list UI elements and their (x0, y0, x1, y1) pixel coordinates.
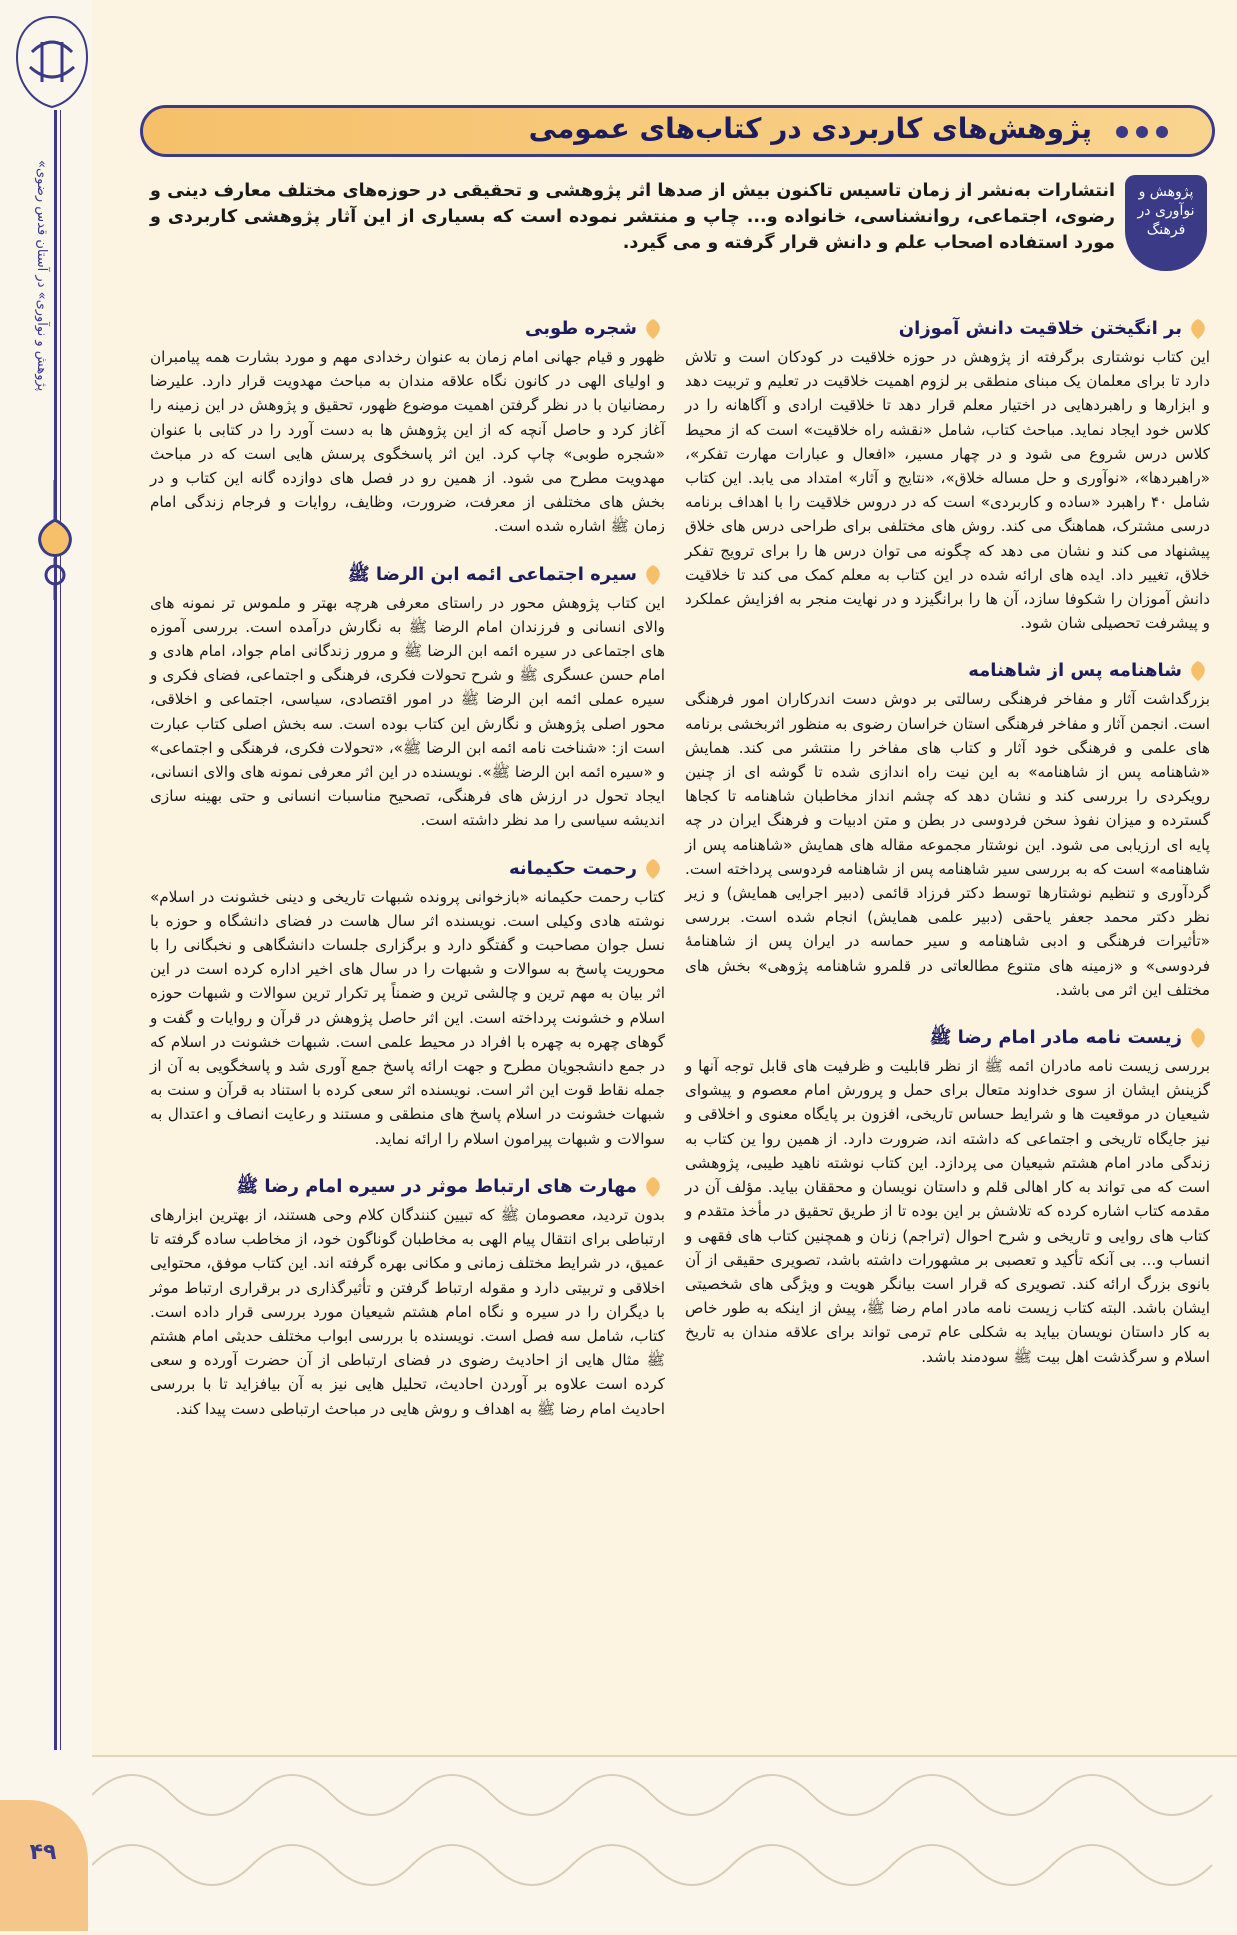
arabesque-pattern-icon (92, 1755, 1237, 1931)
article-body: بررسی زیست نامه مادران ائمه ﷺ از نظر قابلیت و ظرفیت های قابل توجه آنها و گزینش ایشان از سوی خداوند متعال برای حمل و پرورش امام معصوم و پیشوای شیعیان در موقعیت ها و شرایط حساس تاریخی، افزون بر پایگاه معنوی و اخلاقی و نیز جایگاه تاریخی و اجتماعی که داشته اند، ضرورت دارد. از همین روا ین کتاب به زندگی مادر امام هشتم شیعیان می پردازد. این کتاب نوشته ناهید طیبی، پژوهشی است که می تواند به کار اهالی قلم و داستان نویسان و محققان بیاید. مؤلف آن در مقدمه کتاب اشاره کرده که تلاشش بر این بوده تا از طریق تحقیق در مأخذ متقدم و کتاب های روایی و تاریخی و شرح احوال (تراجم) زنان و همچنین کتاب های فقهی و انساب و... بی آنکه تأکید و تعصبی بر مشهورات داشته باشد، تصویری حقیقی از آن بانوی بزرگ ارائه کند. تصویری که قرار است بیانگر هویت و ویژگی های شخصیتی ایشان باشد. البته کتاب زیست نامه مادر امام رضا ﷺ، پیش از اینکه به طور خاص به کار داستان نویسان بیاید به شکلی عام ترمی تواند برای علاقه مندان به تاریخ اسلام و سرگذشت اهل بیت ﷺ سودمند باشد. (685, 1057, 1210, 1366)
article-body: این کتاب پژوهش محور در راستای معرفی هرچه بهتر و ملموس تر نمونه های والای انسانی و فرزندان امام الرضا ﷺ به نگارش درآمده است. بررسی آموزه های اجتماعی در سیره ائمه ابن الرضا ﷺ و مرور زندگانی امام جواد، امام هادی و امام حسن عسگری ﷺ و شرح تحولات فکری، فرهنگی و اجتماعی، فضای فکری و سیره عملی ائمه ابن الرضا ﷺ در امور اقتصادی، سیاسی، اجتماعی و اخلاقی، محور اصلی پژوهش و نگارش این کتاب بوده است. سه بخش اصلی کتاب عبارت است از: «شناخت نامه ائمه ابن الرضا ﷺ»، «تحولات فکری، فرهنگی و اجتماعی» و «سیره ائمه ابن الرضا ﷺ». نویسنده در این اثر معرفی نمونه های والای انسانی، ایجاد تحول در ارزش های فرهنگی، تصحیح مناسبات انسانی و حتی بهینه سازی اندیشه سیاسی را مد نظر داشته است. (150, 593, 665, 830)
article-block (150, 561, 665, 833)
article-body: بزرگداشت آثار و مفاخر فرهنگی رسالتی بر دوش دست اندرکاران امور فرهنگی است. انجمن آثار و مفاخر فرهنگی استان خراسان رضوی به منظور اثربخشی برنامه های علمی و فرهنگی خود آثار و کتاب های مفاخر را منتشر می کند. همایش «شاهنامه پس از شاهنامه» به این نیت راه اندازی شده تا گوشه ای از چنین رویکردی را بررسی کند و نشان دهد که چشم انداز مخاطبان شاهنامه تا کجاها گسترده و میزان نفوذ سخن فردوسی در بطن و متن ادبیات و فرهنگ ایران در چه پایه ای ارزیابی می شود. این نوشتار مجموعه مقاله های همایش «شاهنامه پس از شاهنامه» است که به بررسی سیر شاهنامه پس از شاهنامه فردوسی پرداخته است. گردآوری و تنظیم نوشتارها توسط دکتر فرزاد قائمی (دبیر اجرایی همایش) و زیر نظر دکتر محمد جعفر یاحقی (دبیر علمی همایش) انجام شده است. بررسی «تأثیرات فرهنگی و ادبی شاهنامه و سیر حماسه در ایران پس از شاهنامهٔ فردوسی» و «زمینه های متنوع مطالعاتی در قلمرو شاهنامه پژوهی» بخش های مختلف این اثر می باشد. (685, 690, 1210, 999)
article-heading-text: شجره طوبی (525, 318, 637, 339)
article-body: کتاب رحمت حکیمانه «بازخوانی پرونده شبهات تاریخی و دینی خشونت در اسلام» نوشته هادی وکیلی است. نویسنده اثر سال هاست در فضای دانشگاه و حوزه با نسل جوان مصاحبت و گفتگو دارد و برگزاری جلسات دانشگاهی و نخبگانی را با محوریت پاسخ به سوالات و شبهات را در سال های اخیر اداره کرده است در این اثر بیان به مهم ترین و چالشی ترین و ضمناً پر تکرار ترین سوالات و شبهات حوزه اسلام و خشونت پرداخته است. این اثر حاصل پژوهش در قرآن و روایات و گفت و گوهای چهره به چهره با افراد در محیط علمی است. شبهات خشونت در اسلام که در جمع دانشجویان مطرح و جهت ارائه پاسخ جمع آوری شد و پاسخگویی به آن از جمله نقاط قوت این اثر است. نویسنده اثر سعی کرده با استناد به قرآن و سنت به شبهات خشونت در اسلام پاسخ های منطقی و مستند و رعایت انصاف و اعتدال به سوالات و شبهات پیرامون اسلام را ارائه نماید. (150, 887, 665, 1148)
article-heading (150, 1173, 665, 1201)
article-heading (150, 561, 665, 589)
magazine-logo-icon (12, 12, 92, 112)
article-block (685, 657, 1210, 1002)
article-block (150, 1173, 665, 1421)
article-body: بدون تردید، معصومان ﷺ که تبیین کنندگان کلام وحی هستند، از بهترین ابزارهای ارتباطی برای انتقال پیام الهی به مخاطبان گوناگون خود، از مخاطب ساده گرفته تا عمیق، در شرایط مختلف زمانی و مکانی بهره گرفته اند. این کتاب موفق، محتوایی اخلاقی و تربیتی دارد و مقوله ارتباط گرفتن و تأثیرگذاری در برقراری ارتباط موثر با دیگران را در سیره و نگاه امام هشتم شیعیان مورد بررسی قرار داده است. کتاب، شامل سه فصل است. نویسنده با بررسی ابواب مختلف حدیثی امام هشتم ﷺ مثال هایی از احادیث رضوی در فضای ارتباطی از آن حضرت آورده و سعی کرده است علاوه بر آوردن احادیث، تحلیل هایی نیز به آن بیافزاید تا با بررسی احادیث امام رضا ﷺ به اهداف و روش هایی در مباحث ارتباطی دست پیدا کند. (150, 1205, 665, 1418)
leaf-icon (1186, 317, 1210, 341)
section-badge: پژوهش و نوآوری در فرهنگ (1125, 175, 1207, 271)
article-heading-text: سیره اجتماعی ائمه ابن الرضا ﷺ (347, 563, 637, 585)
article-block (150, 315, 665, 539)
article-heading (685, 657, 1210, 685)
page-title: پژوهش‌های کاربردی در کتاب‌های عمومی (528, 112, 1092, 145)
sidebar-ornament-icon (20, 480, 90, 600)
left-column (150, 315, 665, 1443)
sidebar (0, 0, 92, 1931)
title-dots-icon (1112, 122, 1172, 142)
article-block (150, 855, 665, 1151)
article-body: این کتاب نوشتاری برگرفته از پژوهش در حوزه خلاقیت در کودکان است و تلاش دارد تا برای معلمان یک مبنای منطقی بر لزوم اهمیت خلاقیت در تعلیم و تربیت دهد و ابزارها و راهبردهایی در اختیار معلم قرار دهد تا خلاقیت ارادی و آگاهانه را در کلاس خود ایجاد نماید. مباحث کتاب، شامل «نقشه راه خلاقیت» است که از محیط کلاس درس شروع می شود و در چهار مسیر، «افعال و عبارات مهارت تفکر»، «راهبردها»، «نوآوری و حل مساله خلاق»، «نتایج و آثار» امتداد می یابد. این کتاب شامل ۴۰ راهبرد «ساده و کاربردی» است که در دروس خلاقیت را با اهداف برنامه درسی مشترک، هماهنگ می کند. روش های مختلفی برای طراحی درس های خلاق پیشنهاد می کند و نشان می دهد که چگونه می توان درس ها را برای ترویج تفکر خلاق، تغییر داد. ایده های ارائه شده در این کتاب به معلم کمک می کند تا خلاقیت دانش آموزان را شکوفا سازد، آن ها را برانگیزد و در نهایت منجر به افزایش عملکرد و پیشرفت تحصیلی شان شود. (685, 348, 1210, 633)
article-heading (150, 855, 665, 883)
article-body: ظهور و قیام جهانی امام زمان به عنوان رخدادی مهم و مورد بشارت همه پیامبران و اولیای الهی در کانون نگاه علاقه مندان به مباحث مهدویت قرار دارد. علیرضا رمضانیان با در نظر گرفتن اهمیت موضوع ظهور، تحقیق و پژوهش در این زمینه را آغاز کرد و حاصل آنچه که از این پژوهش ها به دست آورد را در کتابی با عنوان «شجره طوبی» چاپ کرد. این اثر پاسخگوی پرسش هایی است که در مباحث مهدویت مطرح می شود. از همین رو در فصل های دوازده گانه این کتاب و در بخش های مختلفی از معرفت، ضرورت، وظایف، روایات و فرجام زندگی امام زمان ﷺ اشاره شده است. (150, 348, 665, 536)
footer-pattern-band (92, 1755, 1237, 1931)
title-bar (140, 105, 1215, 157)
footer-divider (92, 1755, 1237, 1757)
leaf-icon (641, 317, 665, 341)
leaf-icon (1186, 1026, 1210, 1050)
article-heading-text: شاهنامه پس از شاهنامه (968, 660, 1182, 682)
page-number: ۴۹ (29, 1840, 57, 1865)
article-heading-text: بر انگیختن خلاقیت دانش آموزان (898, 318, 1182, 339)
article-heading-text: زیست نامه مادر امام رضا ﷺ (929, 1027, 1182, 1049)
article-heading-text: رحمت حکیمانه (508, 857, 637, 879)
article-heading (685, 1024, 1210, 1052)
article-heading (150, 315, 665, 343)
sidebar-rule-thin (60, 110, 61, 1750)
leaf-icon (1186, 659, 1210, 683)
leaf-icon (641, 1175, 665, 1199)
article-heading-text: مهارت های ارتباط موثر در سیره امام رضا ﷺ (236, 1175, 637, 1197)
article-block (685, 315, 1210, 635)
leaf-icon (641, 563, 665, 587)
article-heading (685, 315, 1210, 343)
article-block (685, 1024, 1210, 1369)
leaf-icon (641, 857, 665, 881)
sidebar-vertical-text: «پژوهش و نوآوری» در آستان قدس رضوی (34, 160, 49, 392)
intro-paragraph: انتشارات به‌نشر از زمان تاسیس تاکنون بیش از صدها اثر پژوهشی و تحقیقی در حوزه‌های مختلف معارف دینی و رضوی، اجتماعی، روانشناسی، خانواده و... چاپ و منتشر نموده است که بسیاری از این آثار پژوهشی کاربردی و مورد استفاده اصحاب علم و دانش قرار گرفته و می گیرد. (150, 181, 1115, 253)
right-column (685, 315, 1210, 1391)
